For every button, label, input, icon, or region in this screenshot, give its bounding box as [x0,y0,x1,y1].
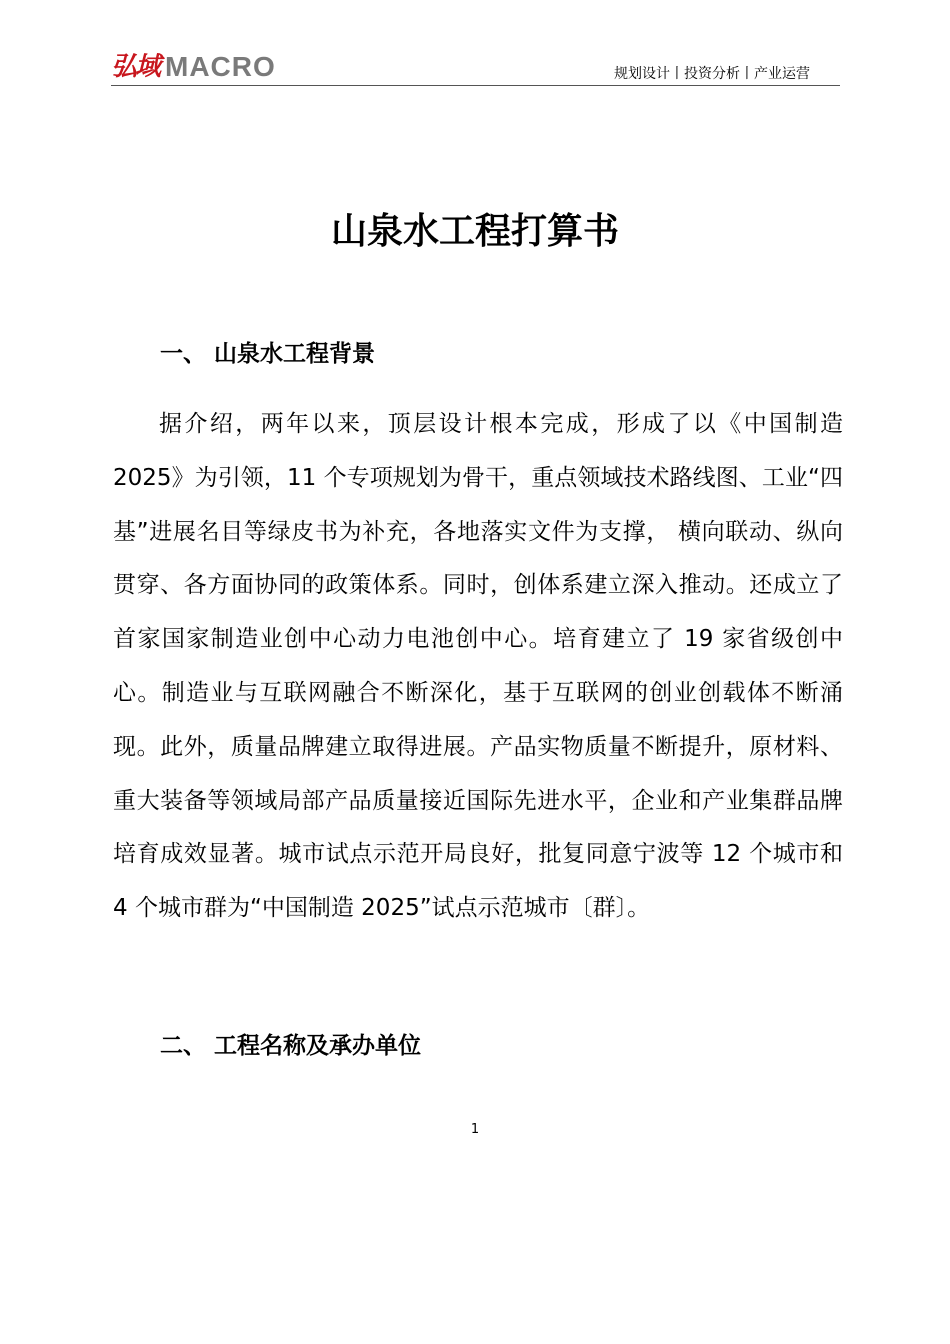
header-tagline: 规划设计丨投资分析丨产业运营 [614,66,810,82]
section-number: 一、 [160,341,206,367]
page-header [111,52,840,86]
body-paragraph: 据介绍，两年以来，顶层设计根本完成，形成了以《中国制造 2025》为引领，11 个专项规划为骨干，重点领域技术路线图、工业“四基”进展名目等绿皮书为补充，各地落实文件为支撑， 横向联动、纵向贯穿、各方面协同的政策体系。同时，创体系建立深入推动。还成立了首家国家制造业创中心动力电池创中心。培育建立了 19 家省级创中心。制造业与互联网融合不断深化，基于互联网的创业创载体不断涌现。此外，质量品牌建立取得进展。产品实物质量不断提升，原材料、重大装备等领域局部产品质量接近国际先进水平，企业和产业集群品牌培育成效显著。城市试点示范开局良好，批复同意宁波等 12 个城市和 4 个城市群为“中国制造 2025”试点示范城市〔群〕。 [113,411,843,922]
section-number: 二、 [160,1033,206,1059]
section-heading-2 [160,1029,421,1063]
page-number: 1 [470,1122,480,1137]
section-heading-1 [160,337,375,371]
company-logo [111,52,276,82]
logo-mark: 弘域 [111,52,160,82]
section-title: 山泉水工程背景 [214,341,375,367]
section-title: 工程名称及承办单位 [214,1033,421,1059]
logo-text: MACRO [165,51,276,82]
header-divider [111,85,840,86]
document-title: 山泉水工程打算书 [330,211,619,252]
